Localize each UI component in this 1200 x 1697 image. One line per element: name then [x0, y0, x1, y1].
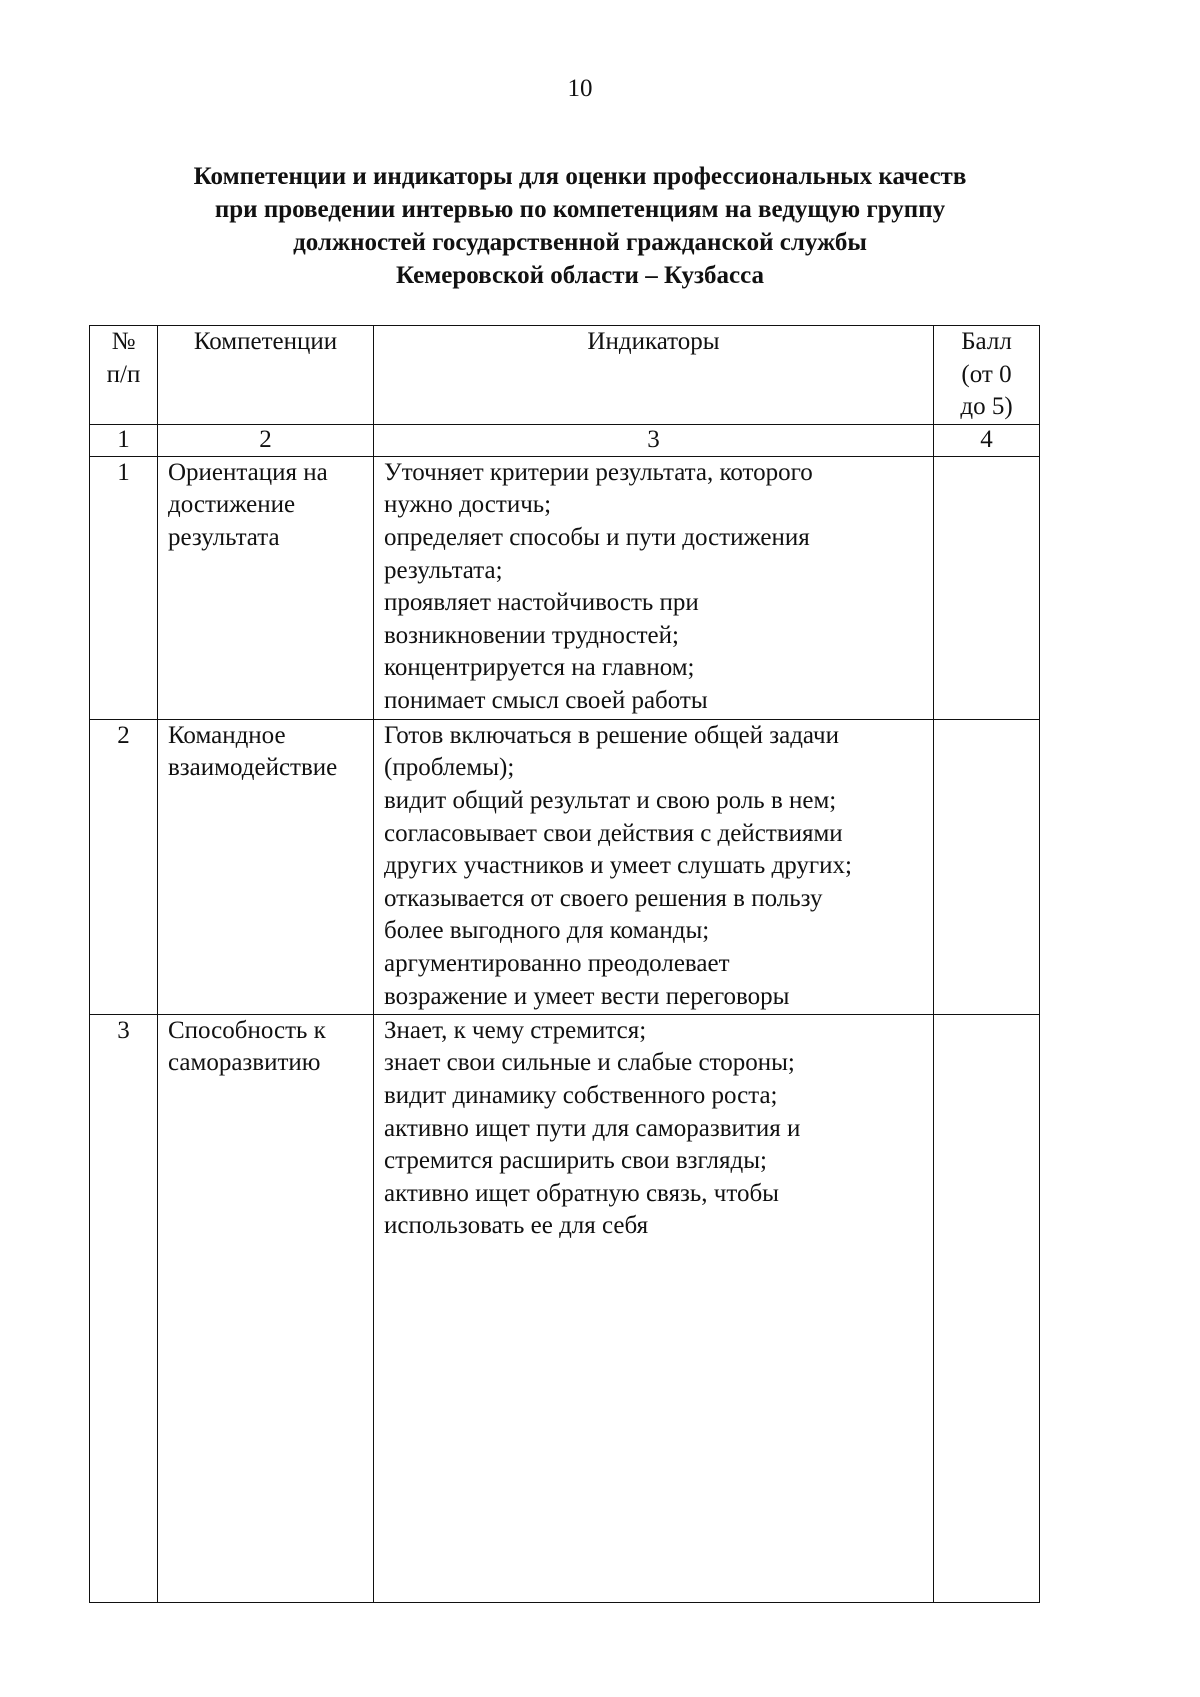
indicator-line: более выгодного для команды; — [384, 917, 710, 945]
row-indicators — [374, 456, 934, 719]
competence-table — [89, 325, 1040, 1603]
column-index-row — [90, 424, 1040, 456]
row-competence — [158, 719, 374, 1014]
row-number: 3 — [90, 1014, 158, 1602]
table-row — [90, 1014, 1040, 1602]
row-score-cell[interactable] — [934, 456, 1040, 719]
indicator-line: нужно достичь; — [384, 491, 552, 519]
indicator-line: аргументированно преодолевает — [384, 949, 730, 977]
row-competence — [158, 1014, 374, 1602]
indicator-line: определяет способы и пути достижения — [384, 523, 810, 551]
row-number: 1 — [90, 456, 158, 719]
competence-line: достижение — [168, 491, 296, 519]
header-score-line: Балл — [961, 328, 1012, 355]
indicator-line: возражение и умеет вести переговоры — [384, 982, 790, 1010]
competence-line: взаимодействие — [168, 754, 338, 782]
table-row — [90, 719, 1040, 1014]
row-score-cell[interactable] — [934, 719, 1040, 1014]
indicator-line: видит динамику собственного роста; — [384, 1081, 778, 1109]
indicator-line: Готов включаться в решение общей задачи — [384, 721, 839, 749]
row-competence — [158, 456, 374, 719]
indicator-line: стремится расширить свои взгляды; — [384, 1147, 767, 1175]
title-line: должностей государственной гражданской службы — [293, 229, 867, 256]
header-num-line: № — [111, 328, 136, 355]
column-index: 3 — [374, 424, 934, 456]
indicator-line: видит общий результат и свою роль в нем; — [384, 786, 837, 814]
page-number: 10 — [567, 75, 593, 102]
indicator-line: результата; — [384, 556, 503, 584]
indicator-line: отказывается от своего решения в пользу — [384, 884, 823, 912]
header-num — [90, 326, 158, 425]
title-line: Компетенции и индикаторы для оценки профессиональных качеств — [193, 163, 967, 190]
row-score-cell[interactable] — [934, 1014, 1040, 1602]
indicator-line: (проблемы); — [384, 754, 515, 782]
table-row — [90, 456, 1040, 719]
title-line: Кемеровской области – Кузбасса — [395, 262, 765, 289]
indicator-line: Уточняет критерии результата, которого — [384, 458, 813, 486]
row-number: 2 — [90, 719, 158, 1014]
indicator-line: концентрируется на главном; — [384, 654, 695, 682]
column-index: 1 — [90, 424, 158, 456]
competence-line: Способность к — [168, 1016, 326, 1044]
document-title — [90, 160, 1070, 292]
indicator-line: Знает, к чему стремится; — [384, 1016, 647, 1044]
competence-line: результата — [168, 523, 280, 551]
indicator-line: других участников и умеет слушать других; — [384, 852, 852, 880]
row-indicators — [374, 719, 934, 1014]
indicator-line: активно ищет пути для саморазвития и — [384, 1114, 801, 1142]
row-indicators — [374, 1014, 934, 1602]
competence-line: Ориентация на — [168, 458, 328, 486]
column-index: 2 — [158, 424, 374, 456]
indicator-line: активно ищет обратную связь, чтобы — [384, 1179, 779, 1207]
header-indicators: Индикаторы — [374, 326, 934, 425]
table-header-row — [90, 326, 1040, 425]
header-score-line: до 5) — [960, 393, 1013, 421]
header-score-line: (от 0 — [961, 360, 1012, 388]
indicator-line: понимает смысл своей работы — [384, 686, 708, 714]
indicator-line: знает свои сильные и слабые стороны; — [384, 1049, 795, 1077]
competence-line: саморазвитию — [168, 1049, 321, 1077]
competence-line: Командное — [168, 721, 286, 749]
indicator-line: возникновении трудностей; — [384, 621, 679, 649]
column-index: 4 — [934, 424, 1040, 456]
indicator-line: проявляет настойчивость при — [384, 589, 699, 617]
header-score — [934, 326, 1040, 425]
title-line: при проведении интервью по компетенциям на ведущую группу — [214, 196, 946, 223]
indicator-line: согласовывает свои действия с действиями — [384, 819, 843, 847]
header-num-line: п/п — [106, 360, 141, 388]
indicator-line: использовать ее для себя — [384, 1212, 649, 1240]
header-competence: Компетенции — [158, 326, 374, 425]
